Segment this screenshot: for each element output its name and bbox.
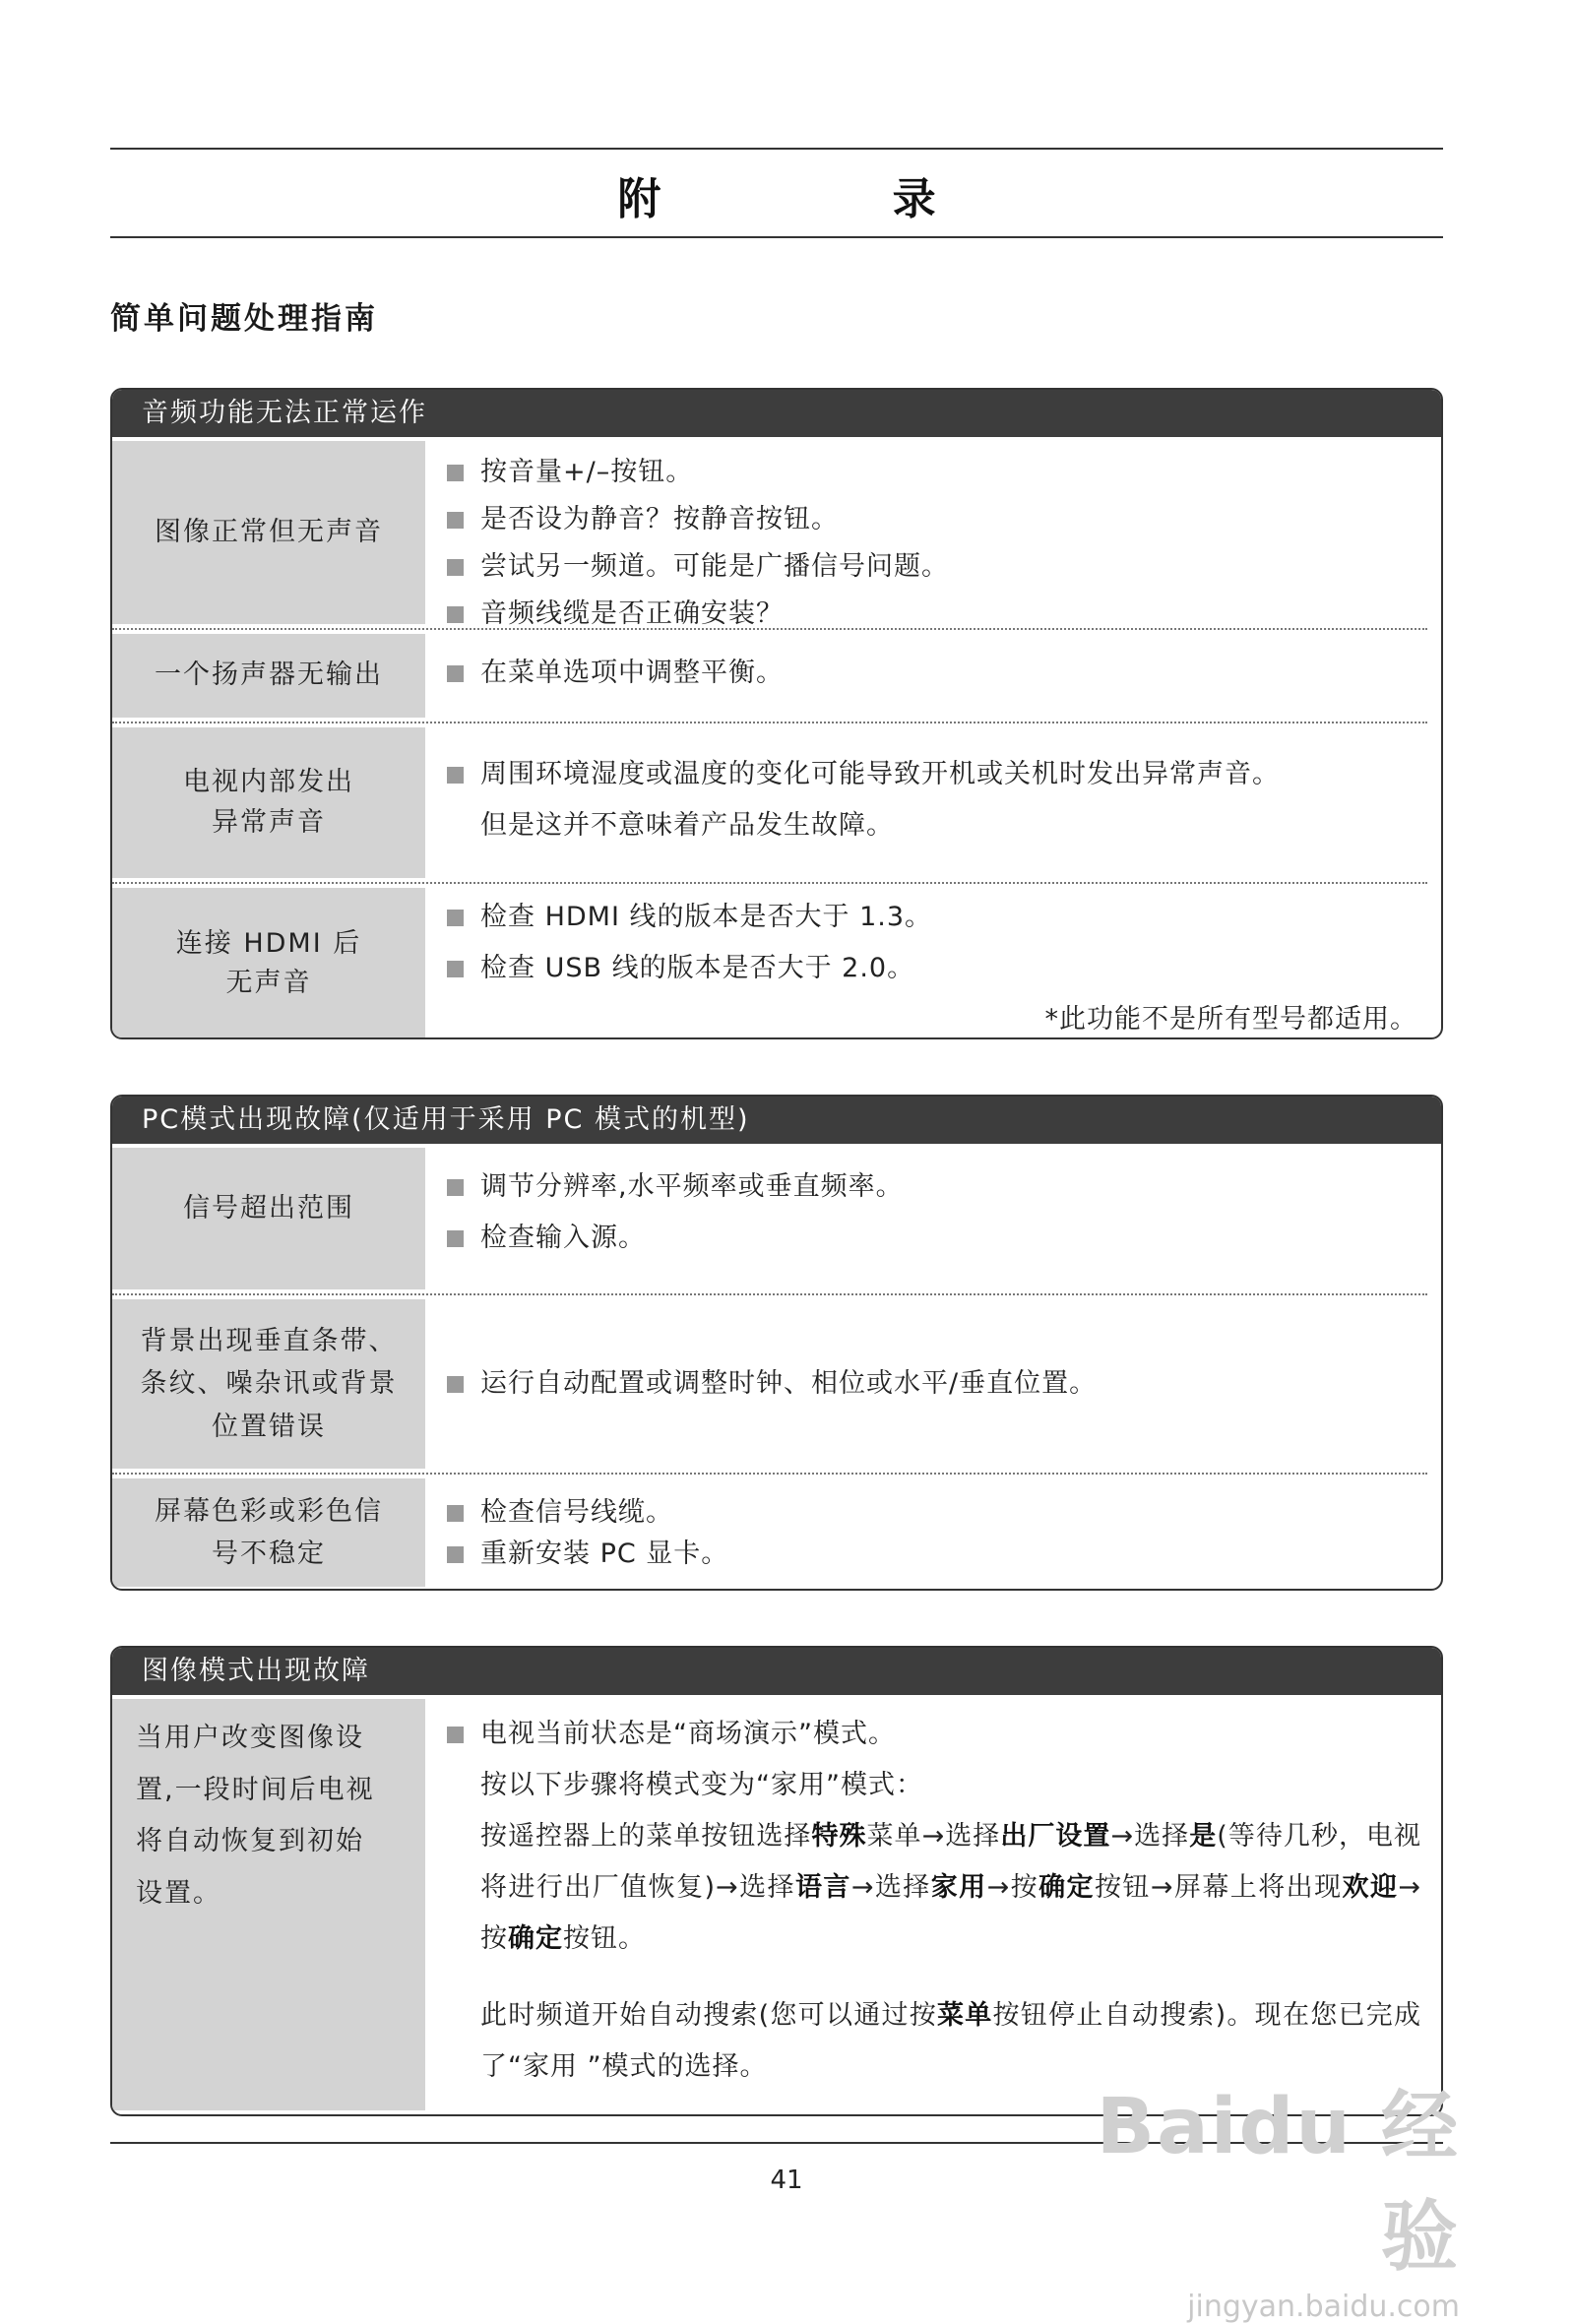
row-body <box>445 884 1427 1039</box>
list-item: 检查信号线缆。 <box>445 1492 1427 1534</box>
row-body <box>445 1144 1427 1264</box>
bullet-square-icon <box>447 1179 464 1196</box>
row-label: 屏幕色彩或彩色信 号不稳定 <box>112 1478 425 1587</box>
row-body <box>445 723 1427 851</box>
watermark-brand: Baidu 经验 <box>1096 2083 1460 2282</box>
bullet-square-icon <box>447 1505 464 1522</box>
bold-term: 出厂设置 <box>1000 1821 1111 1852</box>
audio-problems-box <box>110 388 1443 1039</box>
footnote: *此功能不是所有型号都适用。 <box>1044 1004 1417 1035</box>
result-paragraph: 此时频道开始自动搜索(您可以通过按菜单按钮停止自动搜索)。现在您已完成了“家用 ”模式的选择。 <box>480 2000 1421 2082</box>
bullet-square-icon <box>447 1230 464 1247</box>
list-item-continuation: 但是这并不意味着产品发生故障。 <box>480 810 894 841</box>
watermark-url: jingyan.baidu.com <box>1187 2290 1460 2324</box>
row-label: 一个扬声器无输出 <box>112 634 425 718</box>
bullet-square-icon <box>447 512 464 529</box>
row-label: 信号超出范围 <box>112 1148 425 1289</box>
bullet-square-icon <box>447 465 464 481</box>
bold-term: 菜单 <box>937 2000 993 2031</box>
page-number: 41 <box>770 2166 803 2195</box>
bold-term: 是 <box>1189 1821 1218 1852</box>
row-body <box>445 437 1427 638</box>
bullet-square-icon <box>447 961 464 977</box>
table-row <box>112 1695 1427 2114</box>
list-item: 尝试另一频道。可能是广播信号问题。 <box>445 543 1427 591</box>
row-body <box>445 1295 1427 1406</box>
row-label: 当用户改变图像设 置,一段时间后电视 将自动恢复到初始 设置。 <box>112 1699 425 2110</box>
list-item: 按音量+/–按钮。 <box>445 449 1427 496</box>
bold-term: 语言 <box>794 1872 851 1903</box>
table-row <box>112 723 1427 884</box>
list-item: 周围环境湿度或温度的变化可能导致开机或关机时发出异常声音。 <box>445 749 1427 800</box>
steps-paragraph: 按遥控器上的菜单按钮选择特殊菜单→选择出厂设置→选择是(等待几秒，电视将进行出厂值恢复)→选择语言→选择家用→按确定按钮→屏幕上将出现欢迎→按确定按钮。 <box>480 1821 1422 1954</box>
list-item: 是否设为静音？按静音按钮。 <box>445 496 1427 543</box>
bold-term: 确定 <box>1038 1872 1095 1903</box>
box-header: PC模式出现故障(仅适用于采用 PC 模式的机型) <box>112 1097 1441 1144</box>
table-row <box>112 1144 1427 1295</box>
list-item: 在菜单选项中调整平衡。 <box>445 652 1427 695</box>
list-item: 检查 USB 线的版本是否大于 2.0。 <box>445 943 1427 994</box>
row-body <box>445 1475 1427 1575</box>
title-rule <box>110 236 1443 238</box>
table-row <box>112 437 1427 630</box>
bullet-square-icon <box>447 1546 464 1563</box>
bullet-square-icon <box>447 1727 464 1743</box>
list-item: 检查 HDMI 线的版本是否大于 1.3。 <box>445 892 1427 943</box>
table-row <box>112 1475 1427 1591</box>
top-rule <box>110 148 1443 150</box>
list-item: 电视当前状态是“商场演示”模式。 <box>445 1709 1421 1760</box>
table-row <box>112 1295 1427 1475</box>
bold-term: 家用 <box>930 1872 987 1903</box>
bold-term: 欢迎 <box>1342 1872 1399 1903</box>
row-label: 图像正常但无声音 <box>112 441 425 624</box>
row-label: 背景出现垂直条带、 条纹、噪杂讯或背景 位置错误 <box>112 1299 425 1469</box>
list-item: 运行自动配置或调整时钟、相位或水平/垂直位置。 <box>445 1362 1427 1406</box>
row-body <box>445 1695 1427 2093</box>
page-title: 附 录 <box>617 174 1044 224</box>
bold-term: 特殊 <box>811 1821 867 1852</box>
list-item: 音频线缆是否正确安装？ <box>445 591 1427 638</box>
bullet-square-icon <box>447 1376 464 1393</box>
list-item-continuation: 按以下步骤将模式变为“家用”模式： <box>480 1770 923 1800</box>
bold-term: 确定 <box>508 1923 563 1954</box>
box-header: 音频功能无法正常运作 <box>112 390 1441 437</box>
table-row <box>112 884 1427 1039</box>
bullet-square-icon <box>447 665 464 682</box>
box-header: 图像模式出现故障 <box>112 1648 1441 1695</box>
bullet-square-icon <box>447 606 464 623</box>
bullet-square-icon <box>447 910 464 926</box>
section-heading: 简单问题处理指南 <box>110 301 378 337</box>
list-item: 检查输入源。 <box>445 1213 1427 1264</box>
table-row <box>112 630 1427 723</box>
watermark <box>1076 2065 1460 2324</box>
bullet-square-icon <box>447 559 464 576</box>
list-item: 重新安装 PC 显卡。 <box>445 1534 1427 1575</box>
row-label: 连接 HDMI 后 无声音 <box>112 888 425 1039</box>
pc-mode-problems-box <box>110 1095 1443 1591</box>
bullet-square-icon <box>447 767 464 784</box>
row-label: 电视内部发出 异常声音 <box>112 727 425 878</box>
picture-mode-problems-box <box>110 1646 1443 2116</box>
list-item: 调节分辨率,水平频率或垂直频率。 <box>445 1162 1427 1213</box>
row-body <box>445 630 1427 695</box>
